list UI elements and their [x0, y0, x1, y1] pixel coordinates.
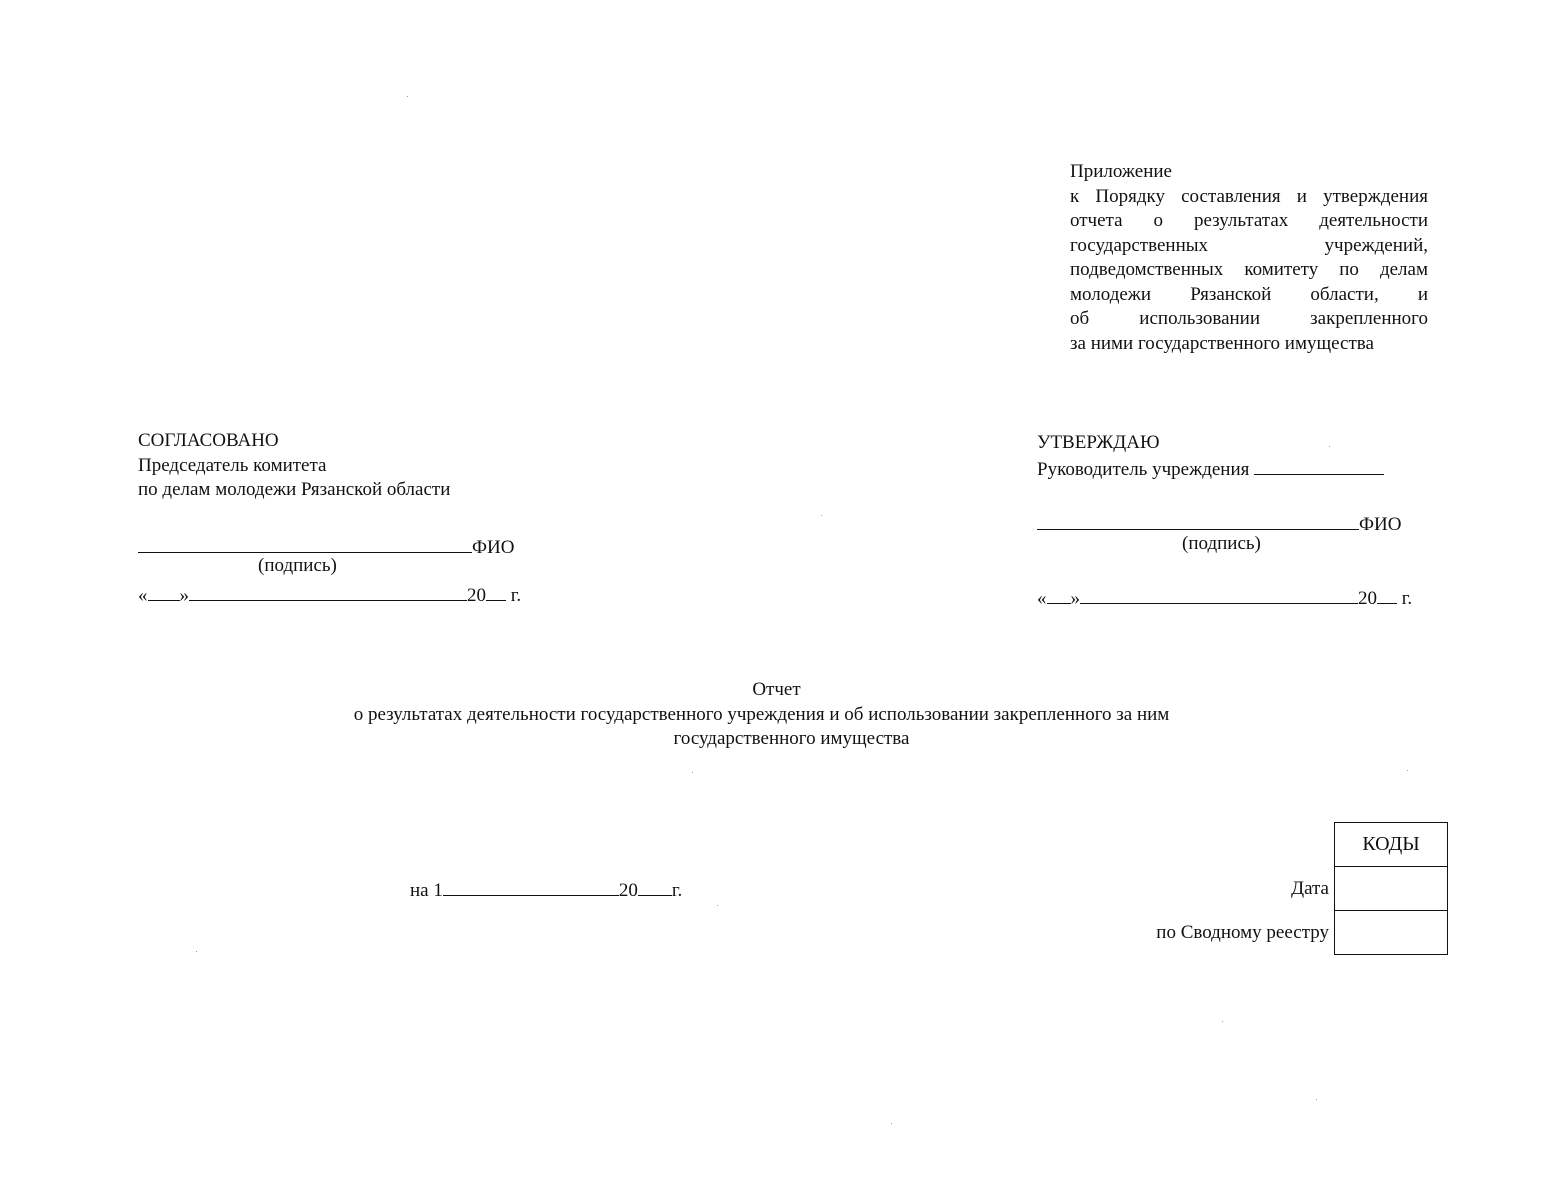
- codes-registry-label: по Сводному реестру: [1156, 922, 1329, 943]
- agreed-block: [138, 429, 450, 503]
- codes-table: [1334, 822, 1448, 955]
- scan-speck: [821, 515, 822, 516]
- as-of-date-row: [410, 875, 682, 902]
- appendix-line: об использовании закрепленного: [1070, 308, 1428, 329]
- agreed-year-field[interactable]: [486, 580, 506, 601]
- scan-speck: [891, 1123, 892, 1124]
- codes-date-cell[interactable]: [1335, 867, 1448, 911]
- approve-year-prefix: 20: [1358, 588, 1377, 609]
- scan-speck: [196, 951, 197, 952]
- codes-row-date: [1335, 867, 1448, 911]
- approve-date-close: »: [1070, 588, 1080, 609]
- report-title-block: [0, 678, 1553, 752]
- report-subtitle-line2: государственного имущества: [673, 728, 910, 749]
- codes-header-row: [1335, 823, 1448, 867]
- approve-date-row: [1037, 583, 1412, 610]
- agreed-date-open: «: [138, 585, 148, 606]
- agreed-signature-field[interactable]: [138, 530, 472, 553]
- approve-heading: УТВЕРЖДАЮ: [1037, 432, 1160, 453]
- as-of-year-prefix: 20: [618, 880, 638, 901]
- approve-signature-caption: (подпись): [1182, 533, 1261, 554]
- as-of-date-field[interactable]: [443, 875, 619, 896]
- agreed-date-row: [138, 580, 521, 607]
- scan-speck: [1329, 446, 1330, 447]
- as-of-prefix: на 1: [410, 880, 443, 901]
- approve-block: [1037, 431, 1384, 482]
- as-of-year-suffix: г.: [671, 880, 683, 901]
- agreed-date-close: »: [179, 585, 189, 606]
- agreed-signature-caption: (подпись): [258, 555, 337, 576]
- scan-speck: [1316, 1099, 1317, 1100]
- appendix-line: подведомственных комитету по делам: [1070, 259, 1428, 280]
- codes-row-registry: [1335, 911, 1448, 955]
- approve-fio-label: ФИО: [1359, 514, 1402, 535]
- codes-registry-cell[interactable]: [1335, 911, 1448, 955]
- codes-header: КОДЫ: [1335, 823, 1448, 867]
- scan-speck: [407, 96, 408, 97]
- agreed-position-line2: по делам молодежи Рязанской области: [138, 479, 451, 500]
- approve-year-suffix: г.: [1401, 588, 1413, 609]
- agreed-day-field[interactable]: [148, 580, 180, 601]
- appendix-line: к Порядку составления и утверждения: [1070, 185, 1428, 207]
- approve-date-open: «: [1037, 588, 1047, 609]
- report-subtitle-line1: о результатах деятельности государственного учреждения и об использовании закрепленного за ним: [353, 703, 1170, 725]
- agreed-year-suffix: г.: [510, 585, 522, 606]
- as-of-year-field[interactable]: [638, 875, 672, 896]
- scan-speck: [1222, 1021, 1223, 1022]
- appendix-line: молодежи Рязанской области, и: [1070, 283, 1428, 305]
- agreed-heading: СОГЛАСОВАНО: [138, 430, 279, 451]
- report-title: Отчет: [752, 679, 801, 700]
- agreed-fio-label: ФИО: [472, 537, 515, 558]
- scan-speck: [692, 772, 693, 773]
- appendix-block: [1070, 160, 1428, 356]
- approve-day-field[interactable]: [1047, 583, 1071, 604]
- approve-month-field[interactable]: [1080, 583, 1358, 604]
- approve-signature-row: [1037, 507, 1401, 536]
- codes-date-label: Дата: [1291, 878, 1329, 899]
- approve-year-field[interactable]: [1377, 583, 1397, 604]
- appendix-line: государственных учреждений,: [1070, 234, 1428, 256]
- approve-position-line: Руководитель учреждения: [1037, 458, 1250, 480]
- appendix-line: за ними государственного имущества: [1070, 332, 1374, 354]
- scan-speck: [1407, 770, 1408, 771]
- approve-position-row: [1037, 456, 1384, 483]
- approve-institution-field[interactable]: [1254, 456, 1384, 475]
- scan-speck: [717, 905, 718, 906]
- appendix-line: Приложение: [1070, 161, 1172, 182]
- agreed-year-prefix: 20: [467, 585, 486, 606]
- agreed-position-line1: Председатель комитета: [138, 454, 327, 476]
- approve-signature-field[interactable]: [1037, 507, 1359, 530]
- agreed-month-field[interactable]: [189, 580, 467, 601]
- appendix-line: отчета о результатах деятельности: [1070, 210, 1428, 231]
